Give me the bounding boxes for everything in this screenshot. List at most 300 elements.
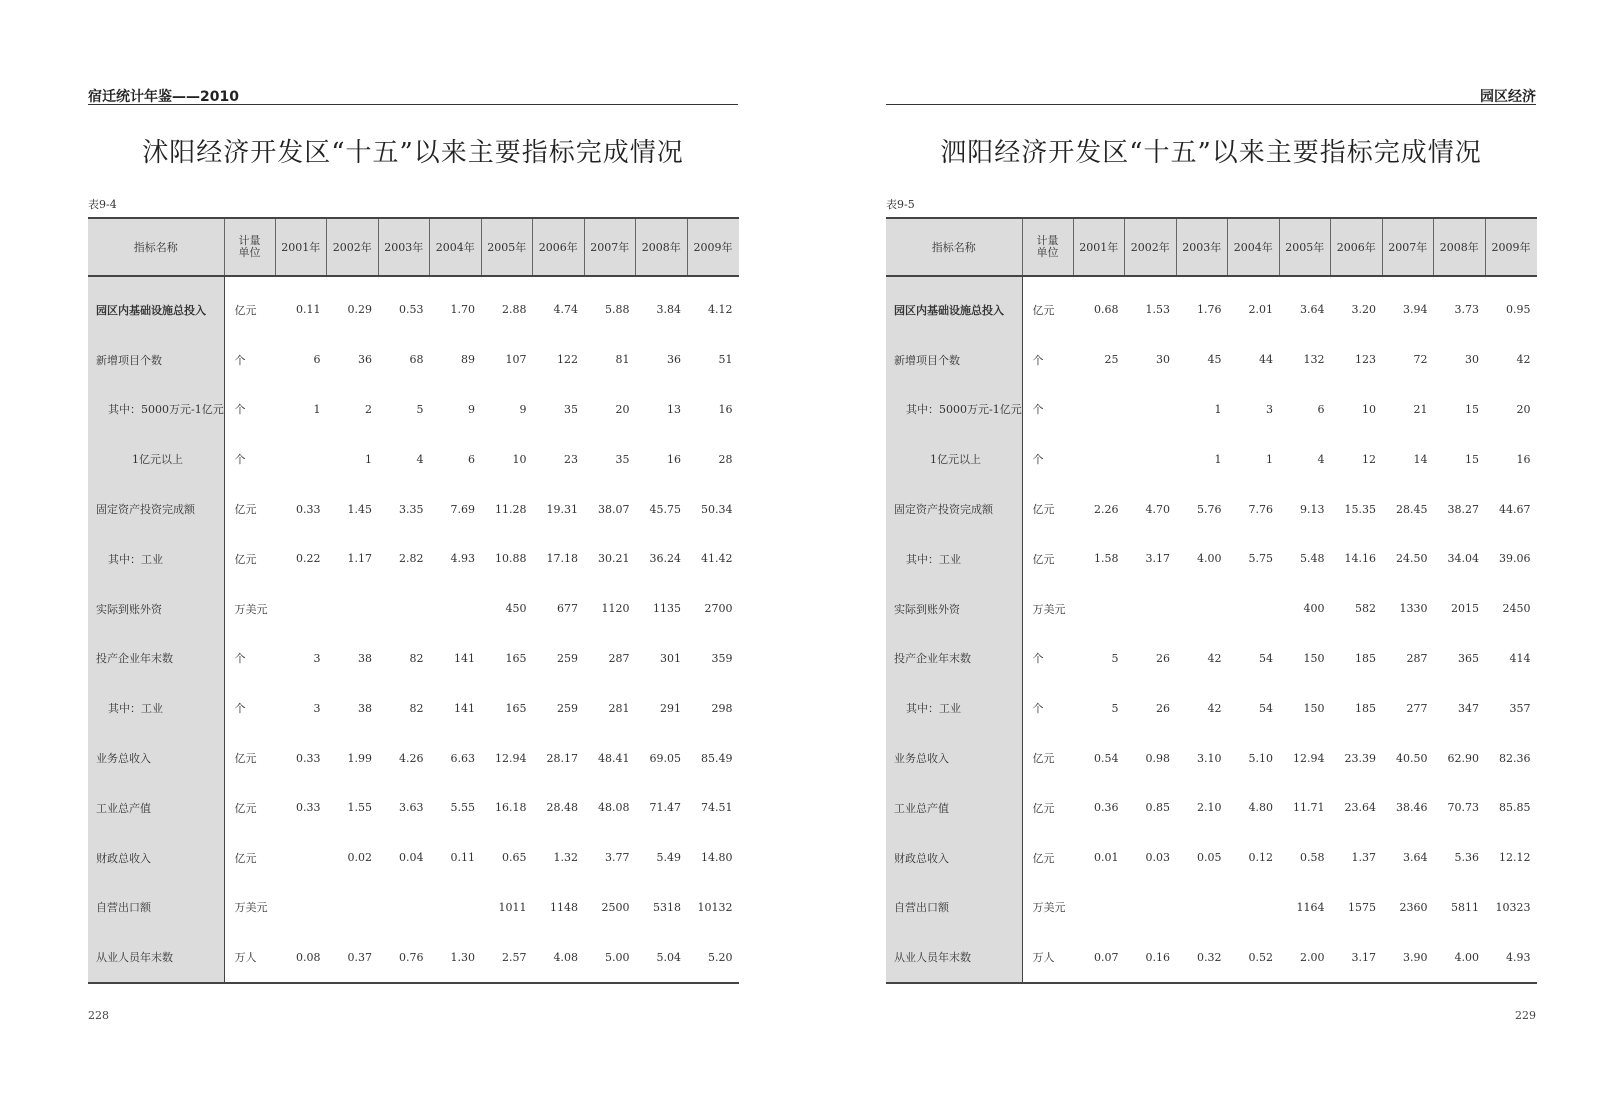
value-cell: 9 [468,402,475,416]
value-cell: 24.50 [1396,552,1428,566]
row-unit: 个 [1032,453,1044,467]
value-cell: 2.00 [1279,932,1331,983]
row-label: 其中：工业 [88,683,224,733]
header-unit: 计量 单位 [224,218,275,276]
value-cell: 0.29 [347,303,372,317]
header-year: 2009年 [687,218,739,276]
value-cell: 7.69 [450,502,475,516]
value-cell: 85.85 [1499,801,1531,815]
right-page [886,0,1536,1099]
header-year: 2007年 [584,218,636,276]
value-cell: 2015 [1451,602,1479,616]
page-number: 229 [1515,1009,1536,1022]
value-cell: 150 [1303,651,1325,665]
value-cell: 0.22 [296,552,321,566]
value-cell: 0.68 [1094,303,1119,317]
value-cell: 1.53 [1145,303,1170,317]
header-indicator: 指标名称 [88,218,224,276]
value-cell: 5.55 [450,801,475,815]
value-cell: 4.74 [553,303,578,317]
value-cell: 122 [557,353,578,367]
value-cell: 0.03 [1145,851,1170,865]
value-cell: 44 [1259,353,1273,367]
value-cell: 10.88 [495,552,527,566]
row-label: 其中：工业 [886,683,1022,733]
value-cell: 1.37 [1351,851,1376,865]
value-cell: 15.35 [1344,502,1376,516]
value-cell: 1 [313,402,321,416]
value-cell: 62.90 [1447,751,1479,765]
value-cell: 71.47 [649,801,681,815]
table-row [88,484,739,534]
table-row [88,932,739,983]
value-cell: 2700 [704,602,733,616]
header-rule [88,104,738,105]
row-label: 投产企业年末数 [88,634,224,684]
row-label: 新增项目个数 [886,335,1022,385]
value-cell: 1.17 [347,552,372,566]
value-cell: 5 [416,402,424,416]
value-cell: 50.34 [701,502,733,516]
value-cell: 0.54 [1094,751,1119,765]
value-cell: 4.93 [1485,932,1537,983]
value-cell: 5.00 [584,932,636,983]
value-cell: 16 [1516,452,1531,466]
value-cell: 5.20 [687,932,739,983]
value-cell: 48.08 [598,801,630,815]
value-cell: 23 [564,452,578,466]
table-row [88,385,739,435]
row-unit: 个 [1032,702,1044,716]
value-cell: 16 [718,402,733,416]
value-cell: 291 [660,701,681,715]
row-label: 其中：5000万元-1亿元 [886,385,1022,435]
row-label: 投产企业年末数 [886,634,1022,684]
value-cell: 38 [358,701,372,715]
value-cell: 30 [1156,353,1170,367]
value-cell: 1575 [1348,900,1376,914]
value-cell: 81 [615,353,630,367]
value-cell: 281 [608,701,630,715]
value-cell: 15 [1465,402,1479,416]
row-unit: 亿元 [1032,851,1055,865]
value-cell: 287 [608,651,630,665]
value-cell: 28.45 [1396,502,1428,516]
value-cell: 5 [1111,651,1119,665]
value-cell: 3.94 [1403,303,1428,317]
row-unit: 个 [234,353,246,367]
table-row [886,783,1537,833]
header-year: 2003年 [1176,218,1228,276]
value-cell: 0.12 [1248,851,1273,865]
value-cell: 9 [519,402,527,416]
table-row [886,484,1537,534]
row-label: 自营出口额 [886,883,1022,933]
value-cell: 51 [718,353,733,367]
value-cell: 165 [505,651,527,665]
value-cell: 25 [1104,353,1119,367]
value-cell: 2 [365,402,372,416]
value-cell: 141 [454,701,475,715]
row-unit: 个 [1032,403,1044,417]
value-cell: 1.99 [347,751,372,765]
header-year: 2001年 [1073,218,1125,276]
data-table [88,217,739,984]
value-cell: 4.80 [1248,801,1273,815]
row-label: 固定资产投资完成额 [88,484,224,534]
value-cell: 0.02 [347,851,372,865]
table-row [88,335,739,385]
value-cell: 132 [1303,353,1325,367]
header-indicator: 指标名称 [886,218,1022,276]
row-unit: 亿元 [234,801,257,815]
row-unit: 亿元 [1032,303,1055,317]
page-title: 泗阳经济开发区“十五”以来主要指标完成情况 [940,138,1482,168]
value-cell [327,883,379,933]
table-row [88,584,739,634]
value-cell [378,584,430,634]
value-cell: 3.10 [1197,751,1222,765]
value-cell: 3 [313,651,321,665]
header-year: 2006年 [533,218,585,276]
value-cell: 4.00 [1434,932,1486,983]
value-cell: 4.00 [1197,552,1222,566]
page-number: 228 [88,1009,109,1022]
header-unit: 计量 单位 [1022,218,1073,276]
value-cell: 42 [1207,651,1222,665]
value-cell: 54 [1259,701,1273,715]
table-row [886,733,1537,783]
value-cell: 6 [1317,402,1325,416]
value-cell: 0.33 [296,502,321,516]
value-cell: 11.28 [495,502,527,516]
value-cell: 36 [358,353,372,367]
value-cell: 414 [1509,651,1531,665]
table-row [88,833,739,883]
row-label: 园区内基础设施总投入 [88,276,224,335]
value-cell: 82 [409,651,424,665]
row-label: 工业总产值 [886,783,1022,833]
value-cell [1125,883,1177,933]
value-cell: 277 [1406,701,1428,715]
value-cell: 3.73 [1454,303,1479,317]
value-cell [275,833,327,883]
value-cell: 4.08 [533,932,585,983]
value-cell: 1 [1214,402,1222,416]
value-cell: 2.10 [1197,801,1222,815]
value-cell: 0.95 [1506,303,1531,317]
value-cell [1125,434,1177,484]
table-row [886,534,1537,584]
table-row [88,276,739,335]
value-cell: 0.53 [399,303,424,317]
value-cell: 1148 [550,900,578,914]
header-year: 2008年 [1434,218,1486,276]
row-label: 财政总收入 [88,833,224,883]
value-cell: 1.45 [347,502,372,516]
value-cell: 357 [1509,701,1531,715]
value-cell: 0.32 [1176,932,1228,983]
value-cell: 12 [1362,452,1376,466]
value-cell: 12.12 [1499,851,1531,865]
value-cell: 38 [358,651,372,665]
value-cell: 400 [1303,602,1325,616]
value-cell: 150 [1303,701,1325,715]
data-table [886,217,1537,984]
row-unit: 亿元 [1032,503,1055,517]
value-cell: 4.12 [708,303,733,317]
row-unit: 个 [234,403,246,417]
value-cell: 20 [615,402,630,416]
row-label: 1亿元以上 [886,434,1022,484]
value-cell: 1164 [1296,900,1325,914]
value-cell: 42 [1207,701,1222,715]
row-label: 财政总收入 [886,833,1022,883]
value-cell: 1011 [498,900,527,914]
value-cell: 3 [313,701,321,715]
value-cell [1228,883,1280,933]
value-cell [1073,434,1125,484]
table-number: 表9-5 [886,198,915,211]
value-cell: 4 [1317,452,1325,466]
value-cell: 5.04 [636,932,688,983]
row-label: 从业人员年末数 [886,932,1022,983]
value-cell: 30.21 [598,552,630,566]
value-cell: 28.48 [546,801,578,815]
row-label: 其中：工业 [88,534,224,584]
value-cell: 450 [505,602,527,616]
value-cell: 16 [667,452,681,466]
value-cell [1176,584,1228,634]
value-cell: 12.94 [1293,751,1325,765]
table-row [88,733,739,783]
value-cell [327,584,379,634]
value-cell: 3.20 [1351,303,1376,317]
table-row [886,932,1537,983]
row-label: 自营出口额 [88,883,224,933]
value-cell: 5.10 [1248,751,1273,765]
value-cell: 89 [461,353,475,367]
value-cell: 5.76 [1197,502,1222,516]
value-cell: 3.77 [605,851,630,865]
value-cell: 287 [1406,651,1428,665]
value-cell: 21 [1413,402,1428,416]
value-cell: 3.64 [1300,303,1325,317]
value-cell [1073,883,1125,933]
value-cell: 6 [468,452,475,466]
value-cell: 85.49 [701,751,733,765]
row-label: 其中：工业 [886,534,1022,584]
value-cell: 68 [409,353,424,367]
value-cell: 10 [512,452,527,466]
value-cell: 26 [1156,701,1170,715]
value-cell: 1.76 [1197,303,1222,317]
value-cell: 5811 [1451,900,1479,914]
row-label: 固定资产投资完成额 [886,484,1022,534]
value-cell: 4.93 [450,552,475,566]
value-cell: 5.88 [605,303,630,317]
value-cell: 72 [1413,353,1428,367]
value-cell: 16.18 [495,801,527,815]
row-unit: 个 [1032,652,1044,666]
header-year: 2004年 [1228,218,1280,276]
table-row [88,534,739,584]
row-unit: 亿元 [234,552,257,566]
value-cell: 0.58 [1300,851,1325,865]
value-cell: 7.76 [1248,502,1273,516]
value-cell: 0.08 [275,932,327,983]
value-cell: 0.76 [378,932,430,983]
value-cell: 0.98 [1145,751,1170,765]
value-cell: 38.07 [598,502,630,516]
value-cell: 1.58 [1094,552,1119,566]
value-cell: 1 [1214,452,1222,466]
value-cell: 123 [1355,353,1376,367]
value-cell: 38.46 [1396,801,1428,815]
value-cell: 365 [1458,651,1479,665]
value-cell: 0.07 [1073,932,1125,983]
value-cell: 19.31 [546,502,578,516]
value-cell: 5.49 [656,851,681,865]
table-row [886,385,1537,435]
value-cell: 0.16 [1125,932,1177,983]
value-cell [1073,385,1125,435]
value-cell: 298 [711,701,733,715]
value-cell: 0.85 [1145,801,1170,815]
row-unit: 亿元 [1032,552,1055,566]
value-cell: 6 [313,353,321,367]
value-cell: 3.17 [1145,552,1170,566]
value-cell: 165 [505,701,527,715]
left-page [88,0,738,1099]
row-label: 新增项目个数 [88,335,224,385]
row-label: 实际到账外资 [886,584,1022,634]
value-cell: 0.04 [399,851,424,865]
table-row [886,883,1537,933]
table-number: 表9-4 [88,198,117,211]
value-cell: 45 [1207,353,1222,367]
value-cell: 2500 [601,900,630,914]
value-cell: 1.70 [450,303,475,317]
value-cell: 14.16 [1344,552,1376,566]
value-cell: 4.26 [399,751,424,765]
row-unit: 亿元 [1032,801,1055,815]
value-cell: 5.36 [1454,851,1479,865]
value-cell: 10 [1362,402,1376,416]
value-cell: 2360 [1399,900,1428,914]
header-year: 2005年 [481,218,533,276]
row-unit: 亿元 [1032,752,1055,766]
header-year: 2002年 [327,218,379,276]
value-cell: 3.90 [1382,932,1434,983]
row-label: 园区内基础设施总投入 [886,276,1022,335]
table-row [886,634,1537,684]
header-year: 2001年 [275,218,327,276]
value-cell: 141 [454,651,475,665]
row-unit: 万美元 [234,602,268,616]
value-cell: 5.75 [1248,552,1273,566]
table-row [88,634,739,684]
header-year: 2007年 [1382,218,1434,276]
value-cell: 17.18 [546,552,578,566]
table-row [886,276,1537,335]
value-cell: 3 [1266,402,1273,416]
table-row [88,883,739,933]
value-cell: 3.63 [399,801,424,815]
running-head: 宿迁统计年鉴——2010 [88,89,239,105]
value-cell: 28 [718,452,733,466]
row-unit: 亿元 [234,303,257,317]
header-year: 2008年 [636,218,688,276]
value-cell: 48.41 [598,751,630,765]
value-cell: 0.11 [450,851,475,865]
value-cell [275,883,327,933]
value-cell: 0.05 [1197,851,1222,865]
value-cell: 1 [365,452,372,466]
value-cell: 40.50 [1396,751,1428,765]
value-cell: 42 [1516,353,1531,367]
value-cell: 1330 [1399,602,1428,616]
value-cell [1073,584,1125,634]
value-cell: 5318 [653,900,681,914]
table-row [886,833,1537,883]
value-cell: 74.51 [701,801,733,815]
value-cell: 301 [660,651,681,665]
value-cell [430,883,482,933]
row-unit: 万美元 [234,901,268,915]
value-cell: 1135 [653,602,681,616]
row-label: 业务总收入 [886,733,1022,783]
table-header-row [88,218,739,276]
value-cell: 35 [564,402,578,416]
value-cell [1176,883,1228,933]
value-cell: 2450 [1502,602,1531,616]
value-cell: 1.32 [553,851,578,865]
value-cell: 3.84 [656,303,681,317]
value-cell [275,434,327,484]
value-cell: 1.55 [347,801,372,815]
value-cell: 1 [1266,452,1273,466]
value-cell: 2.26 [1094,502,1119,516]
header-year: 2009年 [1485,218,1537,276]
value-cell: 4.70 [1145,502,1170,516]
value-cell: 2.57 [481,932,533,983]
value-cell: 9.13 [1300,502,1325,516]
value-cell [1125,385,1177,435]
value-cell: 41.42 [701,552,733,566]
header-year: 2003年 [378,218,430,276]
value-cell: 14.80 [701,851,733,865]
row-label: 1亿元以上 [88,434,224,484]
row-unit: 万人 [1022,932,1073,983]
header-rule [886,104,1536,105]
value-cell: 5 [1111,701,1119,715]
value-cell: 45.75 [649,502,681,516]
table-header-row [886,218,1537,276]
row-unit: 万美元 [1032,602,1066,616]
value-cell [1228,584,1280,634]
value-cell: 38.27 [1447,502,1479,516]
value-cell [275,584,327,634]
value-cell: 23.64 [1344,801,1376,815]
value-cell: 36 [667,353,681,367]
value-cell: 107 [505,353,527,367]
value-cell: 10323 [1495,900,1531,914]
value-cell: 14 [1413,452,1428,466]
value-cell: 185 [1355,651,1376,665]
value-cell: 677 [557,602,578,616]
table-row [886,335,1537,385]
